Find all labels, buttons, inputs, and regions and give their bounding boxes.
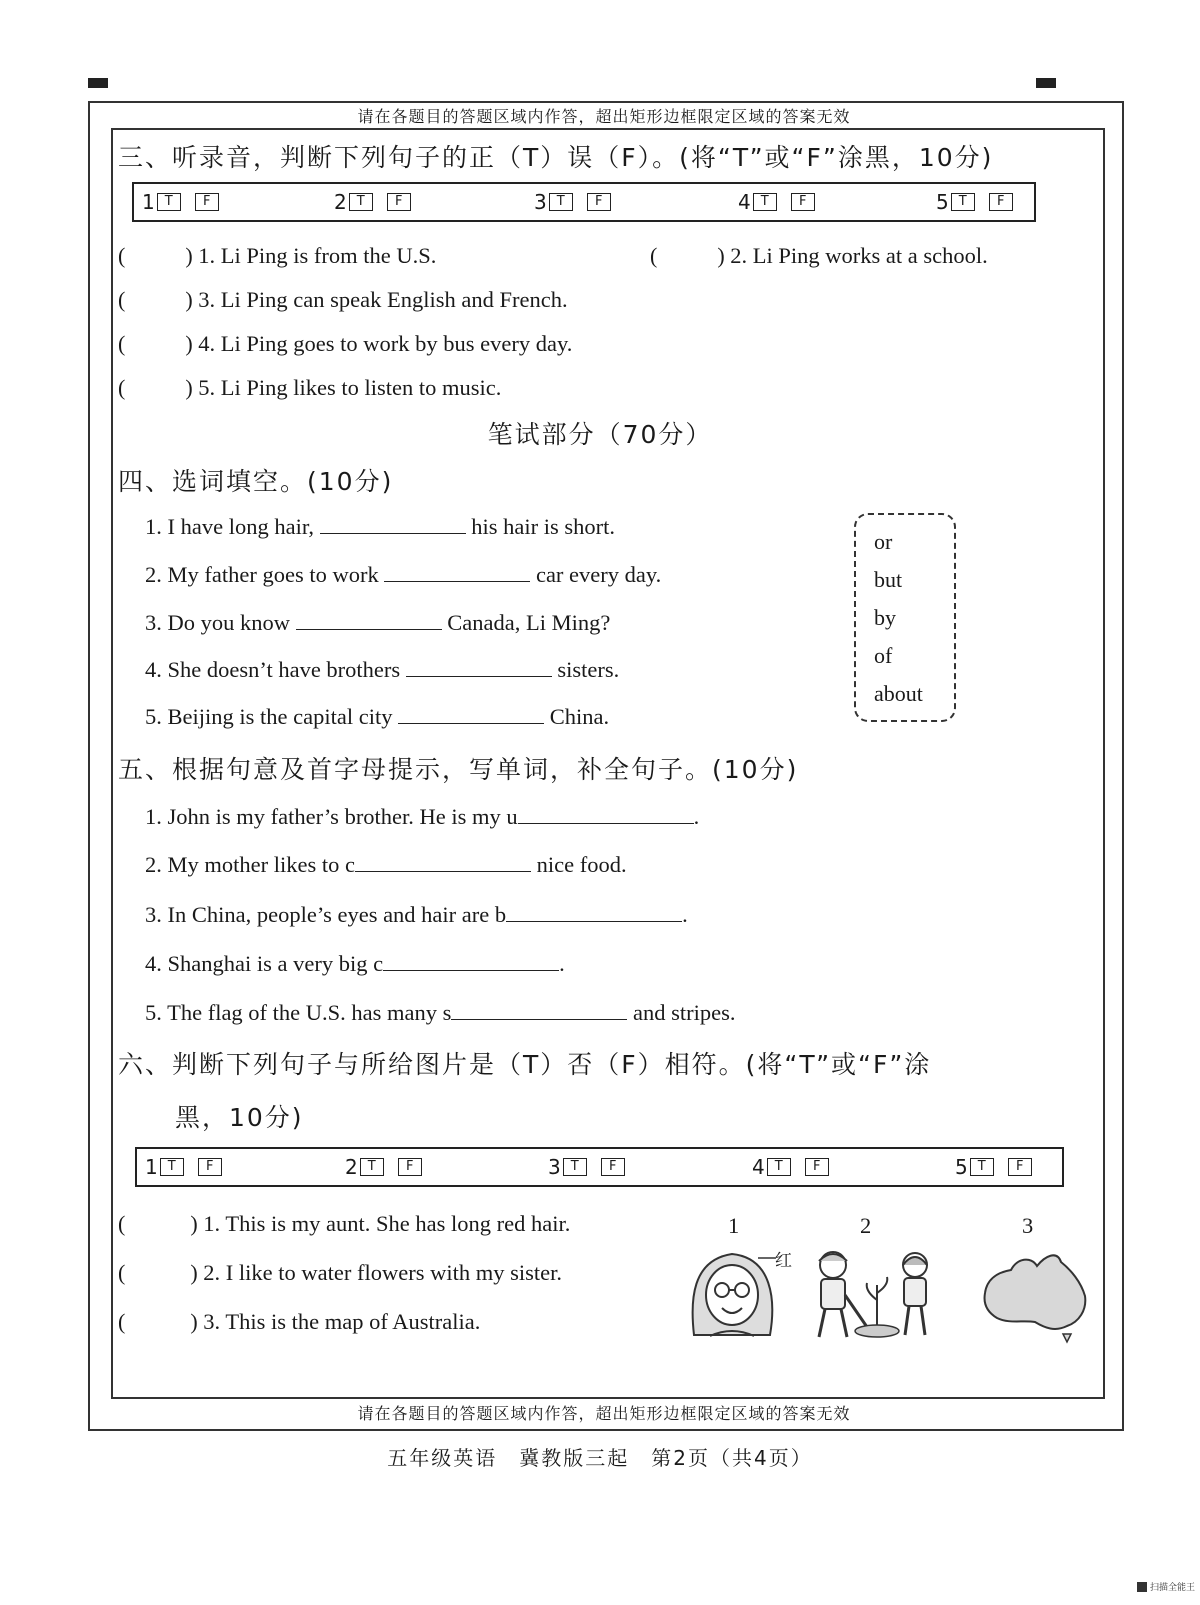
section6-tf-group-2[interactable] (345, 1155, 422, 1179)
section6-tf-group-4[interactable] (752, 1155, 829, 1179)
section3-tf-group-3[interactable] (534, 190, 611, 214)
section5-item-1 (145, 803, 699, 830)
section6-item-2 (118, 1260, 562, 1286)
tf-cell-t[interactable]: T (563, 1158, 587, 1176)
word-bank-word: by (874, 605, 896, 630)
tf-cell-t[interactable]: T (951, 193, 975, 211)
corner-mark-left (88, 78, 108, 88)
item-text-before: 2. My mother likes to c (145, 852, 355, 877)
item-text-after: Canada, Li Ming? (447, 610, 611, 635)
word-bank-word: of (874, 643, 893, 668)
section4-item-1 (145, 513, 615, 540)
answer-paren-open: ( (118, 1260, 126, 1285)
section4-item-2 (145, 561, 661, 588)
answer-paren-close: ) (185, 375, 193, 400)
answer-paren-close: ) (185, 243, 193, 268)
item-text-before: 4. Shanghai is a very big c (145, 951, 384, 976)
answer-blank[interactable] (296, 609, 442, 630)
section3-tf-group-4[interactable] (738, 190, 815, 214)
section5-item-3 (145, 901, 688, 928)
answer-paren-open: ( (118, 287, 126, 312)
answer-blank[interactable] (383, 950, 559, 971)
section6-tf-group-1[interactable] (145, 1155, 222, 1179)
section4-item-4 (145, 656, 619, 683)
word-bank-word: about (874, 681, 923, 706)
section6-tf-group-5[interactable] (955, 1155, 1032, 1179)
watering-flowers-illustration (805, 1245, 945, 1345)
item-text: 2. Li Ping works at a school. (730, 243, 988, 268)
tf-number: 3 (548, 1155, 561, 1179)
scanner-logo-icon (1137, 1582, 1147, 1592)
item-text: 3. Li Ping can speak English and French. (198, 287, 568, 312)
answer-paren-close: ) (185, 331, 193, 356)
tf-cell-t[interactable]: T (360, 1158, 384, 1176)
section3-tf-group-1[interactable] (142, 190, 219, 214)
tf-cell-f[interactable]: F (398, 1158, 422, 1176)
tf-number: 5 (955, 1155, 968, 1179)
section5-item-4 (145, 950, 565, 977)
australia-map-illustration (975, 1248, 1095, 1348)
section3-item-4 (118, 331, 572, 357)
answer-blank[interactable] (320, 513, 466, 534)
tf-number: 4 (752, 1155, 765, 1179)
tf-cell-f[interactable]: F (387, 193, 411, 211)
answer-blank[interactable] (355, 851, 531, 872)
tf-cell-t[interactable]: T (549, 193, 573, 211)
answer-paren-open: ( (118, 243, 126, 268)
answer-paren-open: ( (118, 331, 126, 356)
section4-item-3 (145, 609, 610, 636)
item-text-before: 3. In China, people’s eyes and hair are b (145, 902, 507, 927)
answer-blank[interactable] (506, 901, 682, 922)
item-text: 3. This is the map of Australia. (203, 1309, 481, 1334)
section6-tf-group-3[interactable] (548, 1155, 625, 1179)
tf-cell-f[interactable]: F (587, 193, 611, 211)
item-text: 5. Li Ping likes to listen to music. (198, 375, 502, 400)
scanner-badge-text: 扫描全能王 (1150, 1583, 1196, 1593)
tf-number: 5 (936, 190, 949, 214)
item-text-before: 1. John is my father’s brother. He is my u (145, 804, 518, 829)
item-text: 1. Li Ping is from the U.S. (198, 243, 437, 268)
tf-number: 1 (145, 1155, 158, 1179)
section4-heading: 四、选词填空。(10分) (118, 467, 394, 496)
picture-number-3: 3 (1022, 1213, 1034, 1238)
answer-paren-open: ( (118, 375, 126, 400)
section3-item-5 (118, 375, 501, 401)
section5-heading: 五、根据句意及首字母提示，写单词，补全句子。(10分) (118, 755, 799, 784)
item-text-after: China. (549, 704, 610, 729)
item-text-after: sisters. (557, 657, 620, 682)
section3-item-1 (118, 243, 436, 269)
picture-number-2: 2 (860, 1213, 872, 1238)
section3-tf-group-5[interactable] (936, 190, 1013, 214)
tf-cell-t[interactable]: T (970, 1158, 994, 1176)
tf-number: 2 (334, 190, 347, 214)
picture-number-1: 1 (728, 1213, 740, 1238)
answer-blank[interactable] (451, 999, 627, 1020)
section6-heading-line1: 六、判断下列句子与所给图片是（T）否（F）相符。(将“T”或“F”涂 (118, 1050, 932, 1079)
bottom-note: 请在各题目的答题区域内作答，超出矩形边框限定区域的答案无效 (357, 1404, 851, 1423)
answer-blank[interactable] (406, 656, 552, 677)
picture1-color-label: 红 (775, 1251, 792, 1271)
section5-item-2 (145, 851, 627, 878)
tf-cell-t[interactable]: T (753, 193, 777, 211)
tf-cell-f[interactable]: F (601, 1158, 625, 1176)
tf-cell-f[interactable]: F (195, 193, 219, 211)
item-text-after: . (693, 804, 700, 829)
tf-cell-t[interactable]: T (160, 1158, 184, 1176)
answer-paren-open: ( (118, 1309, 126, 1334)
answer-blank[interactable] (384, 561, 530, 582)
item-text-before: 5. The flag of the U.S. has many s (145, 1000, 452, 1025)
scanner-badge (1137, 1580, 1195, 1593)
item-text-before: 1. I have long hair, (145, 514, 315, 539)
item-text: 2. I like to water flowers with my sister. (203, 1260, 562, 1285)
top-note: 请在各题目的答题区域内作答，超出矩形边框限定区域的答案无效 (357, 107, 851, 126)
tf-number: 3 (534, 190, 547, 214)
item-text-before: 5. Beijing is the capital city (145, 704, 393, 729)
answer-paren-close: ) (190, 1211, 198, 1236)
corner-mark-right (1036, 78, 1056, 88)
tf-cell-f[interactable]: F (1008, 1158, 1032, 1176)
item-text-after: his hair is short. (471, 514, 616, 539)
section6-heading-line2: 黑，10分) (175, 1103, 304, 1132)
tf-cell-t[interactable]: T (349, 193, 373, 211)
answer-paren-close: ) (717, 243, 725, 268)
item-text: 4. Li Ping goes to work by bus every day. (198, 331, 573, 356)
item-text-before: 2. My father goes to work (145, 562, 379, 587)
item-text-after: . (682, 902, 688, 927)
section3-item-2 (650, 243, 988, 269)
answer-paren-close: ) (185, 287, 193, 312)
word-bank-box (854, 513, 956, 722)
section4-item-5 (145, 703, 609, 730)
tf-cell-f[interactable]: F (791, 193, 815, 211)
item-text: 1. This is my aunt. She has long red hair. (203, 1211, 571, 1236)
page-footer: 五年级英语 冀教版三起 第2页（共4页） (387, 1446, 813, 1470)
tf-cell-t[interactable]: T (157, 193, 181, 211)
section3-heading: 三、听录音，判断下列句子的正（T）误（F）。(将“T”或“F”涂黑，10分) (118, 143, 994, 172)
tf-cell-f[interactable]: F (989, 193, 1013, 211)
answer-blank[interactable] (398, 703, 544, 724)
answer-paren-open: ( (650, 243, 658, 268)
tf-number: 2 (345, 1155, 358, 1179)
written-part-title: 笔试部分（70分） (487, 420, 713, 449)
section6-item-1 (118, 1211, 570, 1237)
item-text-after: and stripes. (633, 1000, 736, 1025)
answer-paren-close: ) (190, 1260, 198, 1285)
item-text-before: 4. She doesn’t have brothers (145, 657, 401, 682)
tf-number: 4 (738, 190, 751, 214)
section5-item-5 (145, 999, 736, 1026)
answer-paren-close: ) (190, 1309, 198, 1334)
section3-item-3 (118, 287, 568, 313)
aunt-portrait-illustration (680, 1240, 790, 1350)
section6-item-3 (118, 1309, 480, 1335)
tf-number: 1 (142, 190, 155, 214)
item-text-after: nice food. (536, 852, 627, 877)
section3-tf-group-2[interactable] (334, 190, 411, 214)
tf-cell-f[interactable]: F (198, 1158, 222, 1176)
answer-paren-open: ( (118, 1211, 126, 1236)
answer-blank[interactable] (518, 803, 694, 824)
tf-cell-f[interactable]: F (805, 1158, 829, 1176)
tf-cell-t[interactable]: T (767, 1158, 791, 1176)
word-bank-word: but (874, 567, 903, 592)
item-text-after: . (559, 951, 565, 976)
item-text-before: 3. Do you know (145, 610, 290, 635)
item-text-after: car every day. (535, 562, 662, 587)
word-bank-word: or (874, 529, 893, 554)
